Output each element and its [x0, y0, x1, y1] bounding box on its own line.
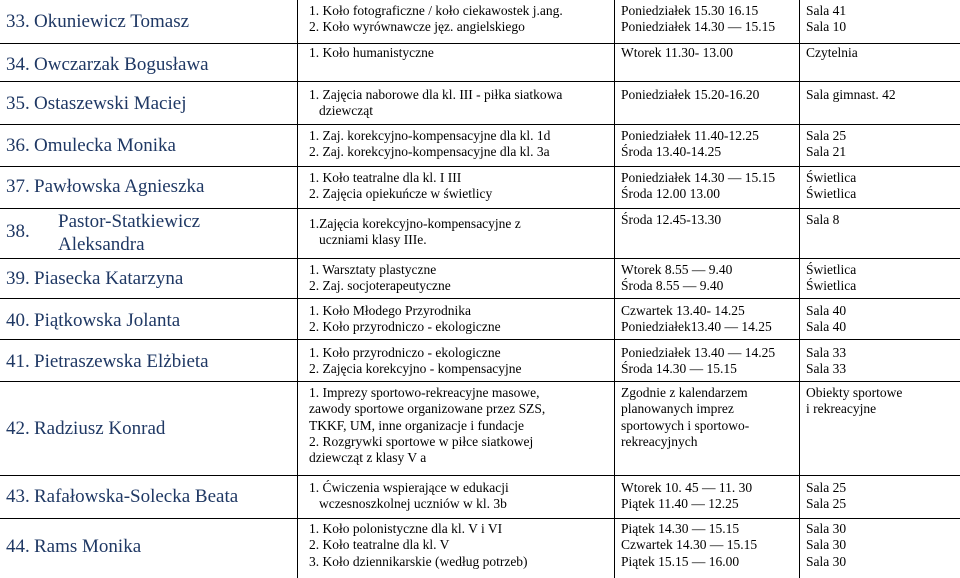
activity-list: 1. Koło humanistyczne: [309, 45, 434, 60]
activity-list: 1.Zajęcia korekcyjno-kompensacyjne z uczniami klasy IIIe.: [309, 216, 521, 248]
row-divider: [0, 518, 960, 519]
time-list: Zgodnie z kalendarzem planowanych imprez sportowych i sportowo- rekreacyjnych: [621, 385, 750, 449]
activity-list: 1. Warsztaty plastyczne 2. Zaj. socjoterapeutyczne: [309, 262, 451, 294]
activity-list: 1. Koło przyrodniczo - ekologiczne 2. Zajęcia korekcyjno - kompensacyjne: [309, 345, 522, 377]
teacher-name-line: Pastor-Statkiewicz: [58, 211, 201, 232]
row-divider: [0, 43, 960, 44]
teacher-name: 36. Omulecka Monika: [6, 135, 176, 156]
teacher-name: 34. Owczarzak Bogusława: [6, 54, 209, 75]
row-divider: [0, 124, 960, 125]
row-divider: [0, 339, 960, 340]
room-list: Sala 25 Sala 25: [806, 480, 847, 512]
time-list: Wtorek 11.30- 13.00: [621, 45, 733, 60]
row-divider: [0, 166, 960, 167]
row-divider: [0, 475, 960, 476]
teacher-number: 38.: [6, 221, 30, 242]
time-list: Środa 12.45-13.30: [621, 212, 722, 227]
time-list: Poniedziałek 14.30 — 15.15 Środa 12.00 13.00: [621, 170, 776, 202]
teacher-name-line: Aleksandra: [58, 234, 145, 255]
teacher-name: 37. Pawłowska Agnieszka: [6, 176, 205, 197]
column-divider: [297, 0, 298, 578]
row-divider: [0, 208, 960, 209]
teacher-name: 43. Rafałowska-Solecka Beata: [6, 486, 239, 507]
row-divider: [0, 258, 960, 259]
time-list: Poniedziałek 15.30 16.15 Poniedziałek 14.30 — 15.15: [621, 3, 776, 35]
activity-list: 1. Ćwiczenia wspierające w edukacji wczesnoszkolnej uczniów w kl. 3b: [309, 480, 509, 512]
teacher-name: 40. Piątkowska Jolanta: [6, 310, 181, 331]
room-list: Czytelnia: [806, 45, 858, 60]
time-list: Wtorek 10. 45 — 11. 30 Piątek 11.40 — 12.25: [621, 480, 753, 512]
time-list: Czwartek 13.40- 14.25 Poniedziałek13.40 — 14.25: [621, 303, 772, 335]
teacher-name: 44. Rams Monika: [6, 536, 142, 557]
row-divider: [0, 298, 960, 299]
time-list: Poniedziałek 11.40-12.25 Środa 13.40-14.25: [621, 128, 759, 160]
room-list: Sala gimnast. 42: [806, 87, 896, 102]
activity-list: 1. Koło Młodego Przyrodnika 2. Koło przyrodniczo - ekologiczne: [309, 303, 501, 335]
room-list: Sala 40 Sala 40: [806, 303, 847, 335]
time-list: Piątek 14.30 — 15.15 Czwartek 14.30 — 15.15 Piątek 15.15 — 16.00: [621, 521, 758, 569]
time-list: Poniedziałek 13.40 — 14.25 Środa 14.30 — 15.15: [621, 345, 776, 377]
activity-list: 1. Koło teatralne dla kl. I III 2. Zajęcia opiekuńcze w świetlicy: [309, 170, 493, 202]
activity-list: 1. Zaj. korekcyjno-kompensacyjne dla kl. 1d 2. Zaj. korekcyjno-kompensacyjne dla kl. 3a: [309, 128, 551, 160]
room-list: Sala 8: [806, 212, 840, 227]
row-divider: [0, 381, 960, 382]
activity-list: 1. Koło fotograficzne / koło ciekawostek j.ang. 2. Koło wyrównawcze jęz. angielskiego: [309, 3, 563, 35]
room-list: Sala 33 Sala 33: [806, 345, 847, 377]
room-list: Świetlica Świetlica: [806, 170, 857, 202]
teacher-name: 42. Radziusz Konrad: [6, 418, 166, 439]
activity-list: 1. Imprezy sportowo-rekreacyjne masowe, zawody sportowe organizowane przez SZS, TKKF, UM, inne organizacje i fundacje 2. Rozgrywki sportowe w piłce siatkowej dziewcząt z klasy V a: [309, 385, 546, 466]
activity-list: 1. Koło polonistyczne dla kl. V i VI 2. Koło teatralne dla kl. V 3. Koło dziennikarskie (według potrzeb): [309, 521, 528, 569]
room-list: Sala 30 Sala 30 Sala 30: [806, 521, 847, 569]
activity-list: 1. Zajęcia naborowe dla kl. III - piłka siatkowa dziewcząt: [309, 87, 563, 119]
row-divider: [0, 81, 960, 82]
time-list: Poniedziałek 15.20-16.20: [621, 87, 760, 102]
room-list: Świetlica Świetlica: [806, 262, 857, 294]
teacher-name: 41. Pietraszewska Elżbieta: [6, 351, 209, 372]
time-list: Wtorek 8.55 — 9.40 Środa 8.55 — 9.40: [621, 262, 733, 294]
teacher-name: 33. Okuniewicz Tomasz: [6, 11, 190, 32]
column-divider: [614, 0, 615, 578]
teacher-name: 39. Piasecka Katarzyna: [6, 268, 184, 289]
room-list: Sala 41 Sala 10: [806, 3, 847, 35]
room-list: Obiekty sportowe i rekreacyjne: [806, 385, 903, 417]
teacher-name: 35. Ostaszewski Maciej: [6, 93, 187, 114]
room-list: Sala 25 Sala 21: [806, 128, 847, 160]
